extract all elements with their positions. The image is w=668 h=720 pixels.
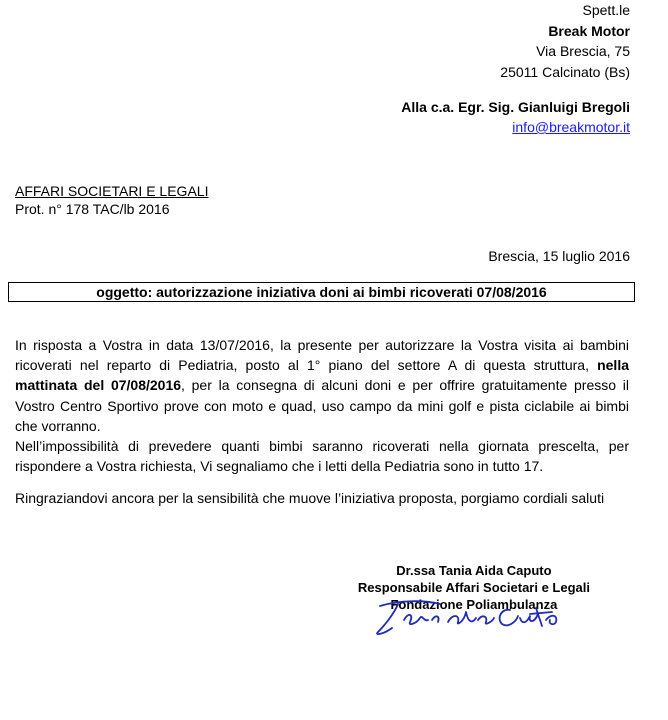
department-name: AFFARI SOCIETARI E LEGALI bbox=[15, 183, 209, 199]
recipient-block bbox=[500, 0, 630, 82]
body-paragraph-1 bbox=[15, 335, 629, 436]
signatory-org: Fondazione Poliambulanza bbox=[390, 597, 558, 612]
signatory-name: Dr.ssa Tania Aida Caputo bbox=[396, 563, 552, 578]
signatory-role: Responsabile Affari Societari e Legali bbox=[357, 580, 590, 595]
letter-date: Brescia, 15 luglio 2016 bbox=[488, 248, 630, 264]
handwritten-signature bbox=[370, 592, 570, 640]
body-paragraph-3: Ringraziandovi ancora per la sensibilità che muove l’iniziativa proposta, porgiamo cordiali saluti bbox=[15, 490, 605, 506]
sender-department bbox=[15, 182, 208, 218]
email-link[interactable]: info@breakmotor.it bbox=[512, 119, 630, 135]
attention-block bbox=[401, 97, 630, 137]
attention-line: Alla c.a. Egr. Sig. Gianluigi Bregoli bbox=[401, 99, 630, 115]
body-paragraph-2: Nell’impossibilità di prevedere quanti bimbi saranno ricoverati nella giornata prescelta, per rispondere a Vostra richiesta, Vi segnaliamo che i letti della Pediatria sono in tutto 17. bbox=[15, 438, 629, 475]
recipient-company: Break Motor bbox=[548, 22, 630, 39]
recipient-city: 25011 Calcinato (Bs) bbox=[500, 63, 630, 80]
p1-text-b: , per la consegna di alcuni doni e per offrire gratuitamente presso il Vostro Centro Sportivo prove con moto e quad, uso campo da mini golf e pista ciclabile ai bimbi che vorranno. bbox=[15, 377, 629, 434]
recipient-salutation: Spett.le bbox=[582, 2, 630, 18]
p1-text-a: In risposta a Vostra in data 13/07/2016, la presente per autorizzare la Vostra visita ai bambini ricoverati nel reparto di Pediatria, posto al 1° piano del settore A di questa struttura, bbox=[15, 337, 629, 374]
recipient-address: Via Brescia, 75 bbox=[536, 43, 630, 59]
p1-bold: nella mattinata del 07/08/2016 bbox=[15, 357, 629, 394]
subject-box: oggetto: autorizzazione iniziativa doni ai bimbi ricoverati 07/08/2016 bbox=[8, 282, 635, 302]
protocol-number: Prot. n° 178 TAC/lb 2016 bbox=[15, 201, 170, 217]
